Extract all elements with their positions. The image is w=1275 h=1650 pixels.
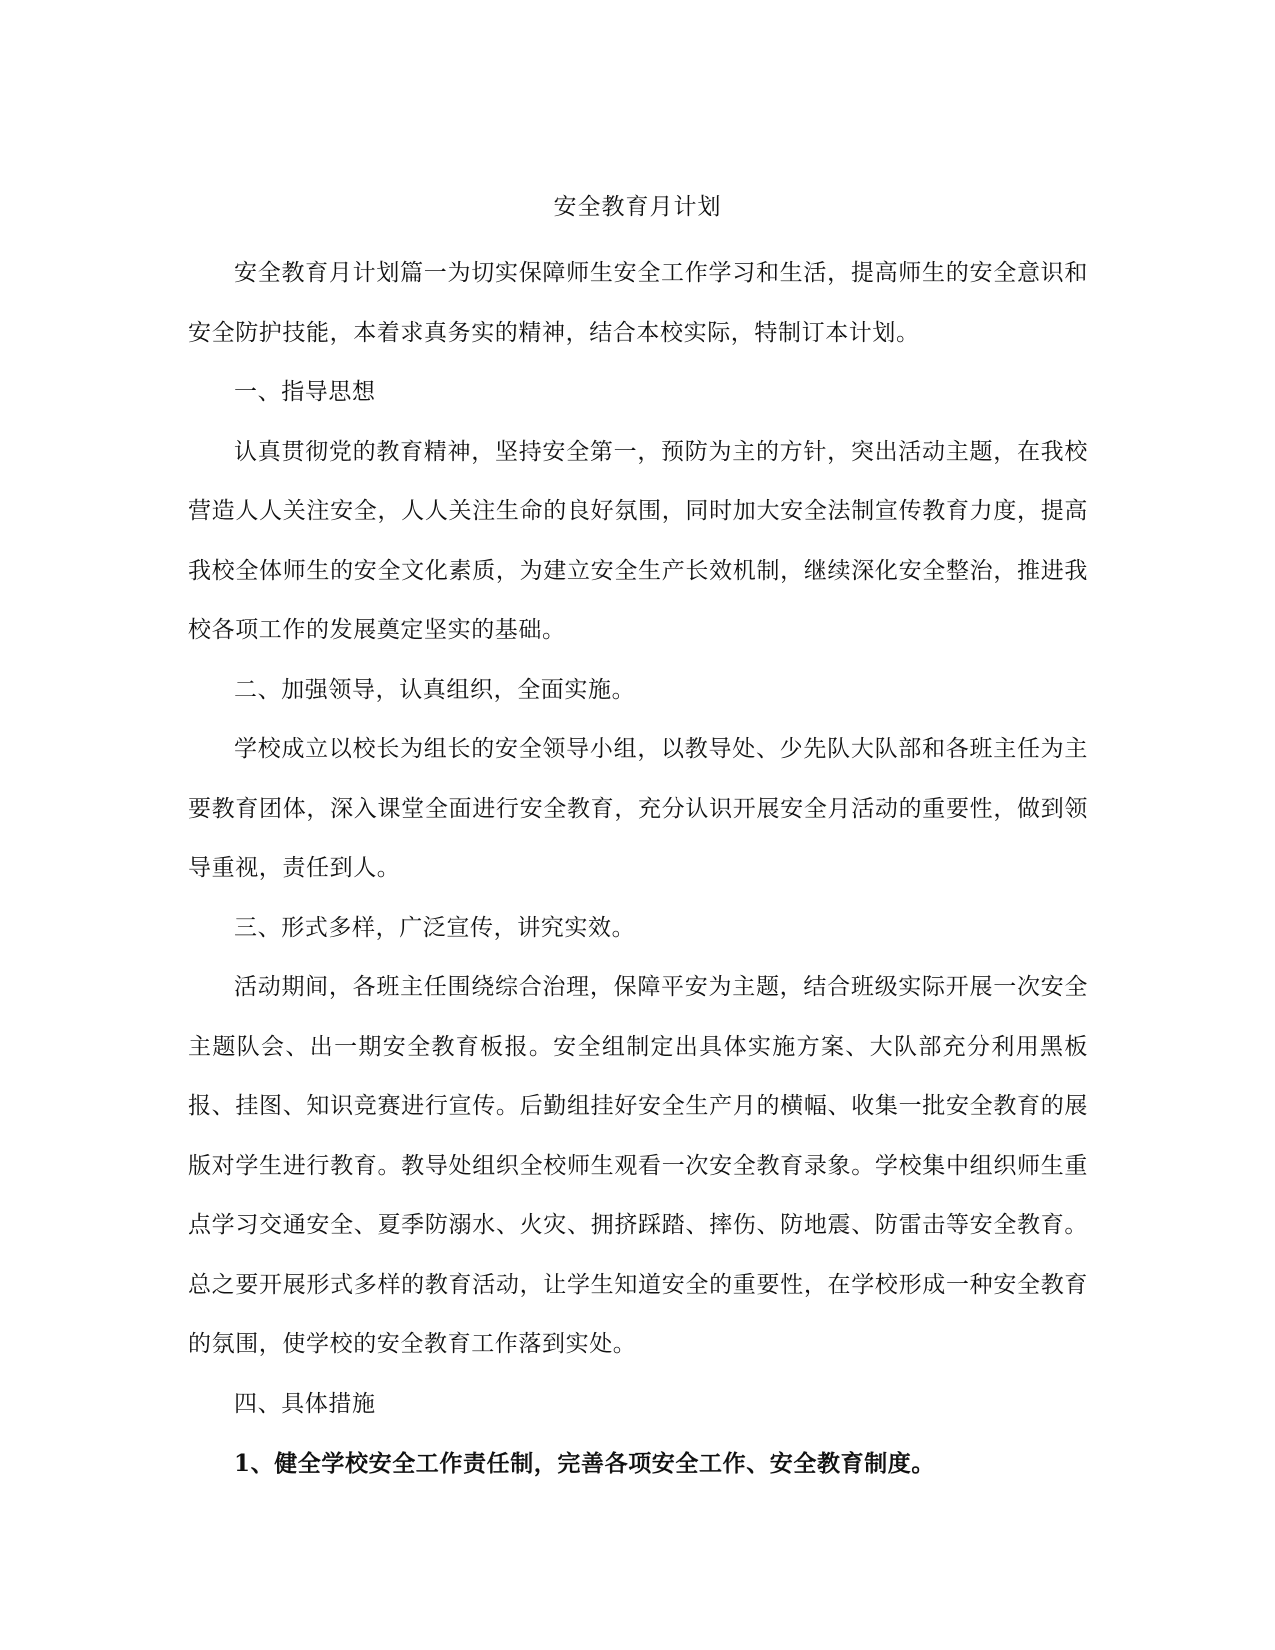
section-heading-measures: 四、具体措施 (234, 1390, 376, 1417)
section-heading-publicity: 三、形式多样，广泛宣传，讲究实效。 (234, 914, 636, 941)
section-heading-leadership: 二、加强领导，认真组织，全面实施。 (234, 676, 636, 703)
leadership-paragraph: 学校成立以校长为组长的安全领导小组，以教导处、少先队大队部和各班主任为主要教育团体，深入课堂全面进行安全教育，充分认识开展安全月活动的重要性，做到领导重视，责任到人。 (188, 736, 1088, 881)
publicity-paragraph: 活动期间，各班主任围绕综合治理，保障平安为主题，结合班级实际开展一次安全主题队会、出一期安全教育板报。安全组制定出具体实施方案、大队部充分利用黑板报、挂图、知识竞赛进行宣传。后勤组挂好安全生产月的横幅、收集一批安全教育的展版对学生进行教育。教导处组织全校师生观看一次安全教育录象。学校集中组织师生重点学习交通安全、夏季防溺水、火灾、拥挤踩踏、摔伤、防地震、防雷击等安全教育。总之要开展形式多样的教育活动，让学生知道安全的重要性，在学校形成一种安全教育的氛围，使学校的安全教育工作落到实处。 (188, 974, 1088, 1357)
measure-item-1: 1、健全学校安全工作责任制，完善各项安全工作、安全教育制度。 (234, 1450, 936, 1477)
document-body (188, 244, 1088, 1494)
guiding-thought-paragraph: 认真贯彻党的教育精神，坚持安全第一，预防为主的方针，突出活动主题，在我校营造人人关注安全，人人关注生命的良好氛围，同时加大安全法制宣传教育力度，提高我校全体师生的安全文化素质，为建立安全生产长效机制，继续深化安全整治，推进我校各项工作的发展奠定坚实的基础。 (188, 438, 1088, 643)
section-heading-guiding-thought: 一、指导思想 (234, 379, 376, 405)
intro-paragraph: 安全教育月计划篇一为切实保障师生安全工作学习和生活，提高师生的安全意识和安全防护技能，本着求真务实的精神，结合本校实际，特制订本计划。 (188, 260, 1088, 346)
document-title: 安全教育月计划 (553, 194, 722, 220)
